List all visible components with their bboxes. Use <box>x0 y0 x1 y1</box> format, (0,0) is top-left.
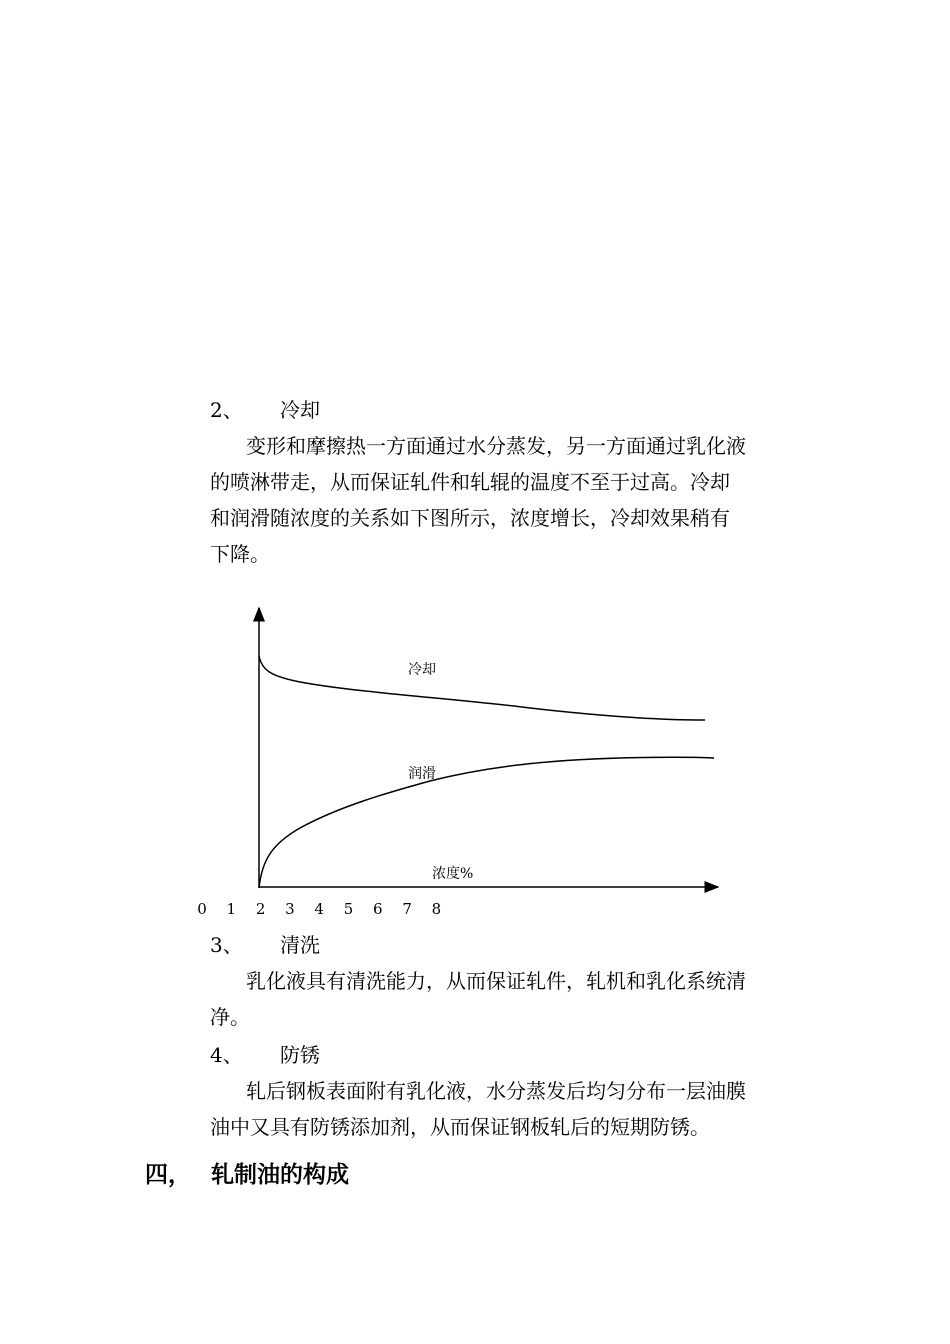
x-tick-labels <box>197 900 441 918</box>
cooling-line-1: 变形和摩擦热一方面通过水分蒸发，另一方面通过乳化液 <box>246 434 746 458</box>
cleaning-number: 3、 <box>210 933 243 957</box>
rust-line-1: 轧后钢板表面附有乳化液，水分蒸发后均匀分布一层油膜 <box>246 1079 746 1103</box>
cleaning-line-2: 净。 <box>210 1005 250 1029</box>
x-tick-label: 4 <box>314 900 324 918</box>
rust-paragraph <box>210 1073 810 1145</box>
cooling-series-line <box>259 656 705 720</box>
section-four-heading <box>145 1160 349 1190</box>
cooling-number: 2、 <box>210 398 243 422</box>
x-tick-label: 3 <box>285 900 295 918</box>
cooling-title: 冷却 <box>280 398 320 422</box>
rust-heading <box>210 1042 320 1068</box>
lubrication-series-label: 润滑 <box>408 766 436 782</box>
x-tick-label: 0 <box>197 900 207 918</box>
section-four-number: 四， <box>145 1162 191 1188</box>
x-tick-label: 8 <box>431 900 442 918</box>
cleaning-line-1: 乳化液具有清洗能力，从而保证轧件，轧机和乳化系统清 <box>246 969 746 993</box>
rust-number: 4、 <box>210 1043 243 1067</box>
lubrication-series-line <box>259 757 714 888</box>
cooling-line-4: 下降。 <box>210 542 270 566</box>
x-tick-label: 7 <box>402 900 412 918</box>
cleaning-title: 清洗 <box>280 933 320 957</box>
cooling-line-2: 的喷淋带走，从而保证轧件和轧辊的温度不至于过高。冷却 <box>210 470 730 494</box>
x-axis-label: 浓度% <box>432 866 474 882</box>
x-tick-label: 1 <box>226 900 237 918</box>
cooling-line-3: 和润滑随浓度的关系如下图所示，浓度增长，冷却效果稍有 <box>210 506 730 530</box>
x-tick-label: 6 <box>373 900 383 918</box>
x-tick-label: 5 <box>343 900 354 918</box>
x-tick-label: 2 <box>255 900 266 918</box>
concentration-chart <box>190 598 730 928</box>
cooling-series-label: 冷却 <box>408 662 436 678</box>
rust-title: 防锈 <box>280 1043 320 1067</box>
cooling-heading <box>210 397 320 423</box>
cleaning-paragraph <box>210 963 810 1035</box>
section-four-title: 轧制油的构成 <box>211 1162 349 1188</box>
rust-line-2: 油中又具有防锈添加剂，从而保证钢板轧后的短期防锈。 <box>210 1115 710 1139</box>
cleaning-heading <box>210 932 320 958</box>
cooling-paragraph <box>210 428 810 572</box>
